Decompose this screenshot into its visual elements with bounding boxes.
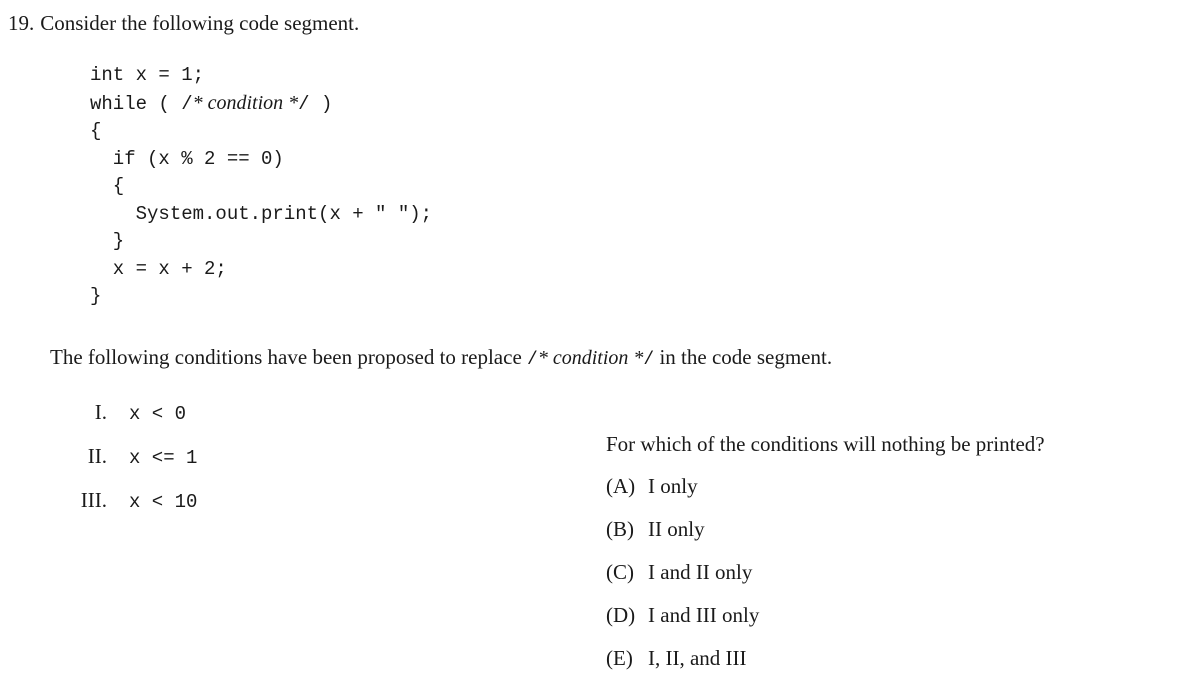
- condition-label: II.: [87, 444, 107, 468]
- replace-code-before: /: [527, 350, 538, 370]
- replace-after-text: in the code segment.: [659, 345, 833, 369]
- choice-text: I, II, and III: [648, 646, 747, 670]
- code-segment: [90, 62, 432, 311]
- choice-letter: (C): [606, 560, 634, 584]
- choice-text: I and III only: [648, 603, 760, 627]
- condition-text: x <= 1: [129, 447, 198, 469]
- code-line-1: int x = 1;: [90, 64, 205, 86]
- choice-letter: (E): [606, 646, 633, 670]
- code-line-3: {: [90, 120, 102, 142]
- question-number: 19.: [8, 11, 35, 35]
- choice-letter: (A): [606, 474, 636, 498]
- choice-text: II only: [648, 517, 705, 541]
- code-line-2-italic: * condition *: [192, 91, 299, 114]
- question-stem-text: Consider the following code segment.: [40, 11, 360, 35]
- replace-before-text: The following conditions have been proposed to replace: [50, 345, 522, 369]
- condition-label: I.: [94, 400, 107, 424]
- conditions-list: [55, 400, 475, 532]
- answer-section: [606, 432, 1176, 689]
- code-line-5: {: [90, 175, 125, 197]
- choice-letter: (D): [606, 603, 636, 627]
- question-stem: [8, 10, 359, 37]
- replace-code-italic: * condition *: [537, 347, 644, 369]
- choice-text: I only: [648, 474, 698, 498]
- choice-letter: (B): [606, 517, 634, 541]
- question-prompt: For which of the conditions will nothing be printed?: [606, 432, 1045, 456]
- code-line-7: }: [90, 230, 125, 252]
- code-line-8: x = x + 2;: [90, 257, 227, 280]
- condition-text: x < 0: [129, 403, 187, 425]
- code-line-4: if (x % 2 == 0): [90, 147, 284, 170]
- choice-text: I and II only: [648, 560, 753, 584]
- replace-code-after: /: [643, 350, 655, 370]
- answer-choice-a[interactable]: [606, 474, 1176, 517]
- answer-choice-c[interactable]: [606, 560, 1176, 603]
- code-line-6: System.out.print(x + " ");: [90, 202, 433, 225]
- condition-text: x < 10: [129, 491, 198, 513]
- condition-item: [55, 444, 475, 488]
- code-line-2-pre: while ( /: [90, 92, 193, 115]
- code-line-9: }: [90, 285, 102, 307]
- code-line-2-post: / ): [298, 92, 333, 115]
- answer-choice-b[interactable]: [606, 517, 1176, 560]
- answer-choice-d[interactable]: [606, 603, 1176, 646]
- condition-label: III.: [80, 488, 107, 512]
- answer-choice-e[interactable]: [606, 646, 1176, 689]
- condition-item: [55, 400, 475, 444]
- condition-item: [55, 488, 475, 532]
- replace-instruction: [50, 345, 832, 370]
